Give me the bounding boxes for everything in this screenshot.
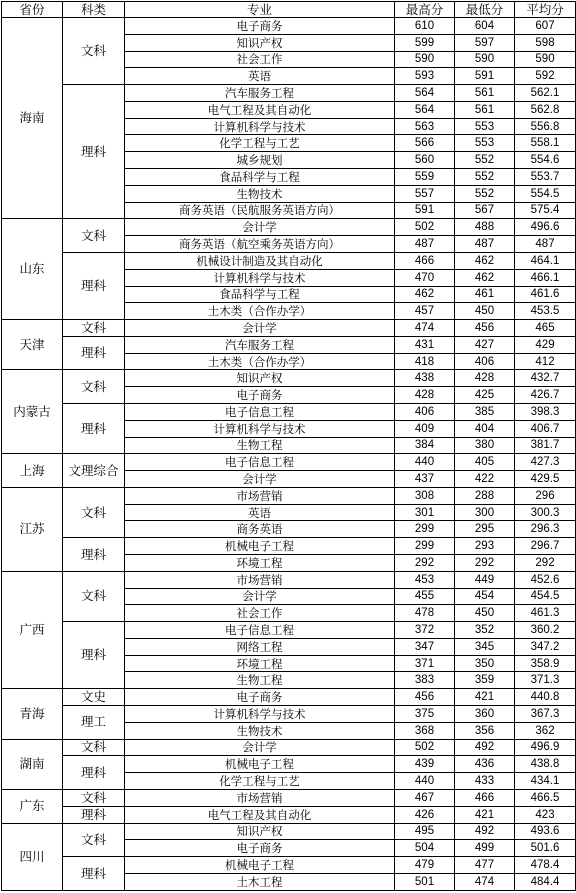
min-score-cell: 492 xyxy=(455,823,515,840)
major-cell: 电子信息工程 xyxy=(125,403,395,420)
min-score-cell: 433 xyxy=(455,773,515,790)
category-cell: 文科 xyxy=(63,739,125,756)
max-score-cell: 440 xyxy=(395,773,455,790)
major-cell: 电气工程及其自动化 xyxy=(125,101,395,118)
max-score-cell: 437 xyxy=(395,471,455,488)
major-cell: 汽车服务工程 xyxy=(125,85,395,102)
max-score-cell: 440 xyxy=(395,454,455,471)
province-cell: 山东 xyxy=(2,219,63,320)
table-row xyxy=(2,454,576,471)
avg-score-cell: 438.8 xyxy=(515,756,576,773)
major-cell: 市场营销 xyxy=(125,487,395,504)
major-cell: 土木类（合作办学） xyxy=(125,303,395,320)
avg-score-cell: 562.8 xyxy=(515,101,576,118)
min-score-cell: 406 xyxy=(455,353,515,370)
min-score-cell: 295 xyxy=(455,521,515,538)
category-cell: 理科 xyxy=(63,756,125,790)
avg-score-cell: 292 xyxy=(515,555,576,572)
header-avg-score: 平均分 xyxy=(515,2,576,18)
min-score-cell: 462 xyxy=(455,252,515,269)
min-score-cell: 462 xyxy=(455,269,515,286)
category-cell: 文科 xyxy=(63,219,125,253)
province-cell: 江苏 xyxy=(2,487,63,571)
avg-score-cell: 496.6 xyxy=(515,219,576,236)
min-score-cell: 350 xyxy=(455,655,515,672)
header-category: 科类 xyxy=(63,2,125,18)
avg-score-cell: 575.4 xyxy=(515,202,576,219)
avg-score-cell: 452.6 xyxy=(515,571,576,588)
category-cell: 文科 xyxy=(63,487,125,537)
table-row xyxy=(2,739,576,756)
major-cell: 汽车服务工程 xyxy=(125,336,395,353)
min-score-cell: 300 xyxy=(455,504,515,521)
min-score-cell: 425 xyxy=(455,387,515,404)
avg-score-cell: 562.1 xyxy=(515,85,576,102)
table-row xyxy=(2,806,576,823)
table-row xyxy=(2,219,576,236)
major-cell: 计算机科学与技术 xyxy=(125,269,395,286)
major-cell: 机械电子工程 xyxy=(125,538,395,555)
min-score-cell: 553 xyxy=(455,118,515,135)
table-row xyxy=(2,85,576,102)
max-score-cell: 559 xyxy=(395,169,455,186)
min-score-cell: 450 xyxy=(455,605,515,622)
table-row xyxy=(2,370,576,387)
major-cell: 社会工作 xyxy=(125,605,395,622)
min-score-cell: 454 xyxy=(455,588,515,605)
max-score-cell: 383 xyxy=(395,672,455,689)
header-province: 省份 xyxy=(2,2,63,18)
category-cell: 理科 xyxy=(63,806,125,823)
major-cell: 市场营销 xyxy=(125,789,395,806)
min-score-cell: 436 xyxy=(455,756,515,773)
avg-score-cell: 558.1 xyxy=(515,135,576,152)
max-score-cell: 426 xyxy=(395,806,455,823)
table-row xyxy=(2,403,576,420)
avg-score-cell: 406.7 xyxy=(515,420,576,437)
table-row xyxy=(2,336,576,353)
major-cell: 生物工程 xyxy=(125,437,395,454)
min-score-cell: 553 xyxy=(455,135,515,152)
min-score-cell: 288 xyxy=(455,487,515,504)
min-score-cell: 293 xyxy=(455,538,515,555)
avg-score-cell: 592 xyxy=(515,68,576,85)
avg-score-cell: 461.3 xyxy=(515,605,576,622)
max-score-cell: 299 xyxy=(395,538,455,555)
max-score-cell: 470 xyxy=(395,269,455,286)
table-row xyxy=(2,538,576,555)
table-row xyxy=(2,823,576,840)
avg-score-cell: 360.2 xyxy=(515,622,576,639)
category-cell: 理科 xyxy=(63,403,125,453)
min-score-cell: 405 xyxy=(455,454,515,471)
min-score-cell: 567 xyxy=(455,202,515,219)
max-score-cell: 368 xyxy=(395,722,455,739)
max-score-cell: 409 xyxy=(395,420,455,437)
max-score-cell: 347 xyxy=(395,638,455,655)
province-cell: 广东 xyxy=(2,789,63,823)
avg-score-cell: 367.3 xyxy=(515,706,576,723)
min-score-cell: 474 xyxy=(455,873,515,890)
major-cell: 电子商务 xyxy=(125,840,395,857)
avg-score-cell: 590 xyxy=(515,51,576,68)
min-score-cell: 352 xyxy=(455,622,515,639)
avg-score-cell: 466.5 xyxy=(515,789,576,806)
avg-score-cell: 300.3 xyxy=(515,504,576,521)
table-row xyxy=(2,320,576,337)
avg-score-cell: 381.7 xyxy=(515,437,576,454)
table-row xyxy=(2,857,576,874)
major-cell: 电子信息工程 xyxy=(125,622,395,639)
avg-score-cell: 487 xyxy=(515,236,576,253)
major-cell: 土木工程 xyxy=(125,873,395,890)
min-score-cell: 590 xyxy=(455,51,515,68)
major-cell: 化学工程与工艺 xyxy=(125,773,395,790)
table-row xyxy=(2,571,576,588)
major-cell: 机械电子工程 xyxy=(125,756,395,773)
category-cell: 理科 xyxy=(63,622,125,689)
min-score-cell: 552 xyxy=(455,185,515,202)
avg-score-cell: 478.4 xyxy=(515,857,576,874)
min-score-cell: 466 xyxy=(455,789,515,806)
max-score-cell: 502 xyxy=(395,739,455,756)
major-cell: 会计学 xyxy=(125,588,395,605)
major-cell: 环境工程 xyxy=(125,555,395,572)
avg-score-cell: 464.1 xyxy=(515,252,576,269)
min-score-cell: 477 xyxy=(455,857,515,874)
avg-score-cell: 554.5 xyxy=(515,185,576,202)
table-row xyxy=(2,789,576,806)
min-score-cell: 292 xyxy=(455,555,515,572)
max-score-cell: 590 xyxy=(395,51,455,68)
major-cell: 食品科学与工程 xyxy=(125,286,395,303)
avg-score-cell: 362 xyxy=(515,722,576,739)
category-cell: 文科 xyxy=(63,789,125,806)
max-score-cell: 593 xyxy=(395,68,455,85)
category-cell: 理科 xyxy=(63,336,125,370)
category-cell: 文科 xyxy=(63,823,125,857)
avg-score-cell: 429.5 xyxy=(515,471,576,488)
province-cell: 海南 xyxy=(2,18,63,219)
avg-score-cell: 440.8 xyxy=(515,689,576,706)
min-score-cell: 487 xyxy=(455,236,515,253)
category-cell: 文史 xyxy=(63,689,125,706)
major-cell: 商务英语 xyxy=(125,521,395,538)
max-score-cell: 564 xyxy=(395,85,455,102)
max-score-cell: 372 xyxy=(395,622,455,639)
min-score-cell: 499 xyxy=(455,840,515,857)
major-cell: 会计学 xyxy=(125,739,395,756)
category-cell: 理科 xyxy=(63,857,125,891)
major-cell: 食品科学与工程 xyxy=(125,169,395,186)
max-score-cell: 557 xyxy=(395,185,455,202)
min-score-cell: 461 xyxy=(455,286,515,303)
max-score-cell: 292 xyxy=(395,555,455,572)
max-score-cell: 384 xyxy=(395,437,455,454)
major-cell: 机械电子工程 xyxy=(125,857,395,874)
avg-score-cell: 466.1 xyxy=(515,269,576,286)
max-score-cell: 566 xyxy=(395,135,455,152)
max-score-cell: 457 xyxy=(395,303,455,320)
max-score-cell: 487 xyxy=(395,236,455,253)
max-score-cell: 479 xyxy=(395,857,455,874)
province-cell: 内蒙古 xyxy=(2,370,63,454)
major-cell: 电子商务 xyxy=(125,18,395,35)
min-score-cell: 561 xyxy=(455,101,515,118)
min-score-cell: 552 xyxy=(455,152,515,169)
min-score-cell: 404 xyxy=(455,420,515,437)
major-cell: 会计学 xyxy=(125,320,395,337)
avg-score-cell: 296.3 xyxy=(515,521,576,538)
max-score-cell: 428 xyxy=(395,387,455,404)
max-score-cell: 431 xyxy=(395,336,455,353)
avg-score-cell: 607 xyxy=(515,18,576,35)
major-cell: 生物技术 xyxy=(125,185,395,202)
admission-score-table xyxy=(1,1,576,891)
max-score-cell: 375 xyxy=(395,706,455,723)
max-score-cell: 438 xyxy=(395,370,455,387)
avg-score-cell: 598 xyxy=(515,34,576,51)
min-score-cell: 421 xyxy=(455,806,515,823)
major-cell: 机械设计制造及其自动化 xyxy=(125,252,395,269)
table-row xyxy=(2,18,576,35)
major-cell: 计算机科学与技术 xyxy=(125,420,395,437)
header-max-score: 最高分 xyxy=(395,2,455,18)
major-cell: 商务英语（民航服务英语方向） xyxy=(125,202,395,219)
avg-score-cell: 398.3 xyxy=(515,403,576,420)
category-cell: 文科 xyxy=(63,320,125,337)
max-score-cell: 455 xyxy=(395,588,455,605)
avg-score-cell: 556.8 xyxy=(515,118,576,135)
table-body xyxy=(2,18,576,891)
max-score-cell: 591 xyxy=(395,202,455,219)
avg-score-cell: 358.9 xyxy=(515,655,576,672)
min-score-cell: 488 xyxy=(455,219,515,236)
max-score-cell: 504 xyxy=(395,840,455,857)
max-score-cell: 478 xyxy=(395,605,455,622)
major-cell: 知识产权 xyxy=(125,370,395,387)
avg-score-cell: 434.1 xyxy=(515,773,576,790)
min-score-cell: 422 xyxy=(455,471,515,488)
avg-score-cell: 461.6 xyxy=(515,286,576,303)
avg-score-cell: 427.3 xyxy=(515,454,576,471)
avg-score-cell: 453.5 xyxy=(515,303,576,320)
major-cell: 商务英语（航空乘务英语方向） xyxy=(125,236,395,253)
table-row xyxy=(2,252,576,269)
avg-score-cell: 371.3 xyxy=(515,672,576,689)
major-cell: 电子商务 xyxy=(125,387,395,404)
max-score-cell: 610 xyxy=(395,18,455,35)
min-score-cell: 552 xyxy=(455,169,515,186)
max-score-cell: 563 xyxy=(395,118,455,135)
major-cell: 计算机科学与技术 xyxy=(125,118,395,135)
min-score-cell: 450 xyxy=(455,303,515,320)
avg-score-cell: 454.5 xyxy=(515,588,576,605)
avg-score-cell: 296 xyxy=(515,487,576,504)
major-cell: 知识产权 xyxy=(125,823,395,840)
max-score-cell: 466 xyxy=(395,252,455,269)
major-cell: 网络工程 xyxy=(125,638,395,655)
province-cell: 天津 xyxy=(2,320,63,370)
avg-score-cell: 484.4 xyxy=(515,873,576,890)
max-score-cell: 564 xyxy=(395,101,455,118)
category-cell: 文科 xyxy=(63,370,125,404)
min-score-cell: 359 xyxy=(455,672,515,689)
major-cell: 生物工程 xyxy=(125,672,395,689)
max-score-cell: 467 xyxy=(395,789,455,806)
major-cell: 计算机科学与技术 xyxy=(125,706,395,723)
avg-score-cell: 501.6 xyxy=(515,840,576,857)
max-score-cell: 474 xyxy=(395,320,455,337)
max-score-cell: 560 xyxy=(395,152,455,169)
min-score-cell: 561 xyxy=(455,85,515,102)
category-cell: 文理综合 xyxy=(63,454,125,488)
header-major: 专业 xyxy=(125,2,395,18)
min-score-cell: 360 xyxy=(455,706,515,723)
avg-score-cell: 553.7 xyxy=(515,169,576,186)
major-cell: 生物技术 xyxy=(125,722,395,739)
major-cell: 电子信息工程 xyxy=(125,454,395,471)
category-cell: 理科 xyxy=(63,538,125,572)
min-score-cell: 345 xyxy=(455,638,515,655)
min-score-cell: 597 xyxy=(455,34,515,51)
major-cell: 化学工程与工艺 xyxy=(125,135,395,152)
avg-score-cell: 432.7 xyxy=(515,370,576,387)
max-score-cell: 502 xyxy=(395,219,455,236)
major-cell: 土木类（合作办学） xyxy=(125,353,395,370)
category-cell: 文科 xyxy=(63,18,125,85)
province-cell: 青海 xyxy=(2,689,63,739)
major-cell: 英语 xyxy=(125,68,395,85)
header-min-score: 最低分 xyxy=(455,2,515,18)
table-row xyxy=(2,689,576,706)
major-cell: 社会工作 xyxy=(125,51,395,68)
major-cell: 电气工程及其自动化 xyxy=(125,806,395,823)
max-score-cell: 439 xyxy=(395,756,455,773)
category-cell: 理科 xyxy=(63,85,125,219)
major-cell: 电子商务 xyxy=(125,689,395,706)
major-cell: 会计学 xyxy=(125,471,395,488)
table-row xyxy=(2,706,576,723)
max-score-cell: 406 xyxy=(395,403,455,420)
header-row xyxy=(2,2,576,18)
major-cell: 环境工程 xyxy=(125,655,395,672)
province-cell: 湖南 xyxy=(2,739,63,789)
max-score-cell: 418 xyxy=(395,353,455,370)
max-score-cell: 599 xyxy=(395,34,455,51)
min-score-cell: 421 xyxy=(455,689,515,706)
category-cell: 理科 xyxy=(63,252,125,319)
min-score-cell: 604 xyxy=(455,18,515,35)
min-score-cell: 449 xyxy=(455,571,515,588)
min-score-cell: 456 xyxy=(455,320,515,337)
province-cell: 上海 xyxy=(2,454,63,488)
min-score-cell: 356 xyxy=(455,722,515,739)
avg-score-cell: 423 xyxy=(515,806,576,823)
min-score-cell: 428 xyxy=(455,370,515,387)
avg-score-cell: 496.9 xyxy=(515,739,576,756)
avg-score-cell: 347.2 xyxy=(515,638,576,655)
max-score-cell: 371 xyxy=(395,655,455,672)
min-score-cell: 427 xyxy=(455,336,515,353)
max-score-cell: 301 xyxy=(395,504,455,521)
table-row xyxy=(2,756,576,773)
province-cell: 广西 xyxy=(2,571,63,688)
min-score-cell: 380 xyxy=(455,437,515,454)
major-cell: 会计学 xyxy=(125,219,395,236)
max-score-cell: 495 xyxy=(395,823,455,840)
table-row xyxy=(2,622,576,639)
avg-score-cell: 296.7 xyxy=(515,538,576,555)
major-cell: 英语 xyxy=(125,504,395,521)
major-cell: 知识产权 xyxy=(125,34,395,51)
max-score-cell: 501 xyxy=(395,873,455,890)
major-cell: 市场营销 xyxy=(125,571,395,588)
max-score-cell: 462 xyxy=(395,286,455,303)
major-cell: 城乡规划 xyxy=(125,152,395,169)
avg-score-cell: 426.7 xyxy=(515,387,576,404)
avg-score-cell: 493.6 xyxy=(515,823,576,840)
category-cell: 文科 xyxy=(63,571,125,621)
min-score-cell: 385 xyxy=(455,403,515,420)
min-score-cell: 492 xyxy=(455,739,515,756)
avg-score-cell: 554.6 xyxy=(515,152,576,169)
max-score-cell: 453 xyxy=(395,571,455,588)
max-score-cell: 456 xyxy=(395,689,455,706)
table-row xyxy=(2,487,576,504)
province-cell: 四川 xyxy=(2,823,63,891)
min-score-cell: 591 xyxy=(455,68,515,85)
avg-score-cell: 429 xyxy=(515,336,576,353)
max-score-cell: 299 xyxy=(395,521,455,538)
avg-score-cell: 412 xyxy=(515,353,576,370)
category-cell: 理工 xyxy=(63,706,125,740)
max-score-cell: 308 xyxy=(395,487,455,504)
avg-score-cell: 465 xyxy=(515,320,576,337)
